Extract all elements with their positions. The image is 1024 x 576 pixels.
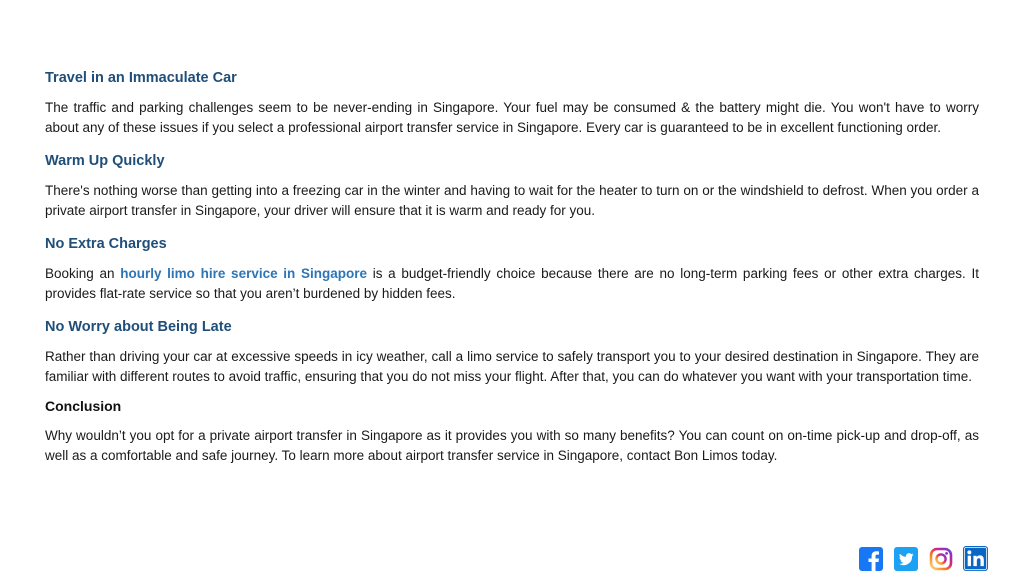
instagram-icon[interactable] xyxy=(928,546,953,571)
paragraph-extra-charges xyxy=(45,264,979,304)
paragraph-conclusion: Why wouldn’t you opt for a private airport transfer in Singapore as it provides you with so many benefits? You can count on on-time pick-up and drop-off, as well as a comfortable and safe journey. To learn more about airport transfer service in Singapore, contact Bon Limos today. xyxy=(45,428,979,463)
paragraph-being-late: Rather than driving your car at excessive speeds in icy weather, call a limo service to safely transport you to your desired destination in Singapore. They are familiar with different routes to avoid traffic, ensuring that you do not miss your flight. After that, you can do whatever you want with your transportation time. xyxy=(45,349,979,384)
facebook-icon[interactable] xyxy=(858,546,883,571)
hourly-limo-link[interactable]: hourly limo hire service in Singapore xyxy=(120,266,368,281)
linkedin-icon[interactable] xyxy=(963,546,988,571)
paragraph-text-after-link: is a budget-friendly choice because there are no long-term parking fees or other extra charges. It provides flat-rate service so that you aren’t burdened by hidden fees. xyxy=(45,266,979,301)
social-icons xyxy=(858,546,988,571)
article xyxy=(45,68,979,479)
twitter-icon[interactable] xyxy=(893,546,918,571)
paragraph-warm-up: There's nothing worse than getting into a freezing car in the winter and having to wait for the heater to turn on or the windshield to defrost. When you order a private airport transfer in Singapore, your driver will ensure that it is warm and ready for you. xyxy=(45,183,979,218)
heading-warm-up: Warm Up Quickly xyxy=(45,153,165,169)
heading-conclusion: Conclusion xyxy=(45,398,122,414)
heading-extra-charges: No Extra Charges xyxy=(45,236,167,252)
heading-immaculate-car: Travel in an Immaculate Car xyxy=(45,70,237,86)
paragraph-text-before-link: Booking an xyxy=(45,266,121,281)
paragraph-immaculate-car: The traffic and parking challenges seem to be never-ending in Singapore. Your fuel may be consumed & the battery might die. You won't have to worry about any of these issues if you select a professional airport transfer service in Singapore. Every car is guaranteed to be in excellent functioning order. xyxy=(45,100,979,135)
heading-being-late: No Worry about Being Late xyxy=(45,319,232,335)
